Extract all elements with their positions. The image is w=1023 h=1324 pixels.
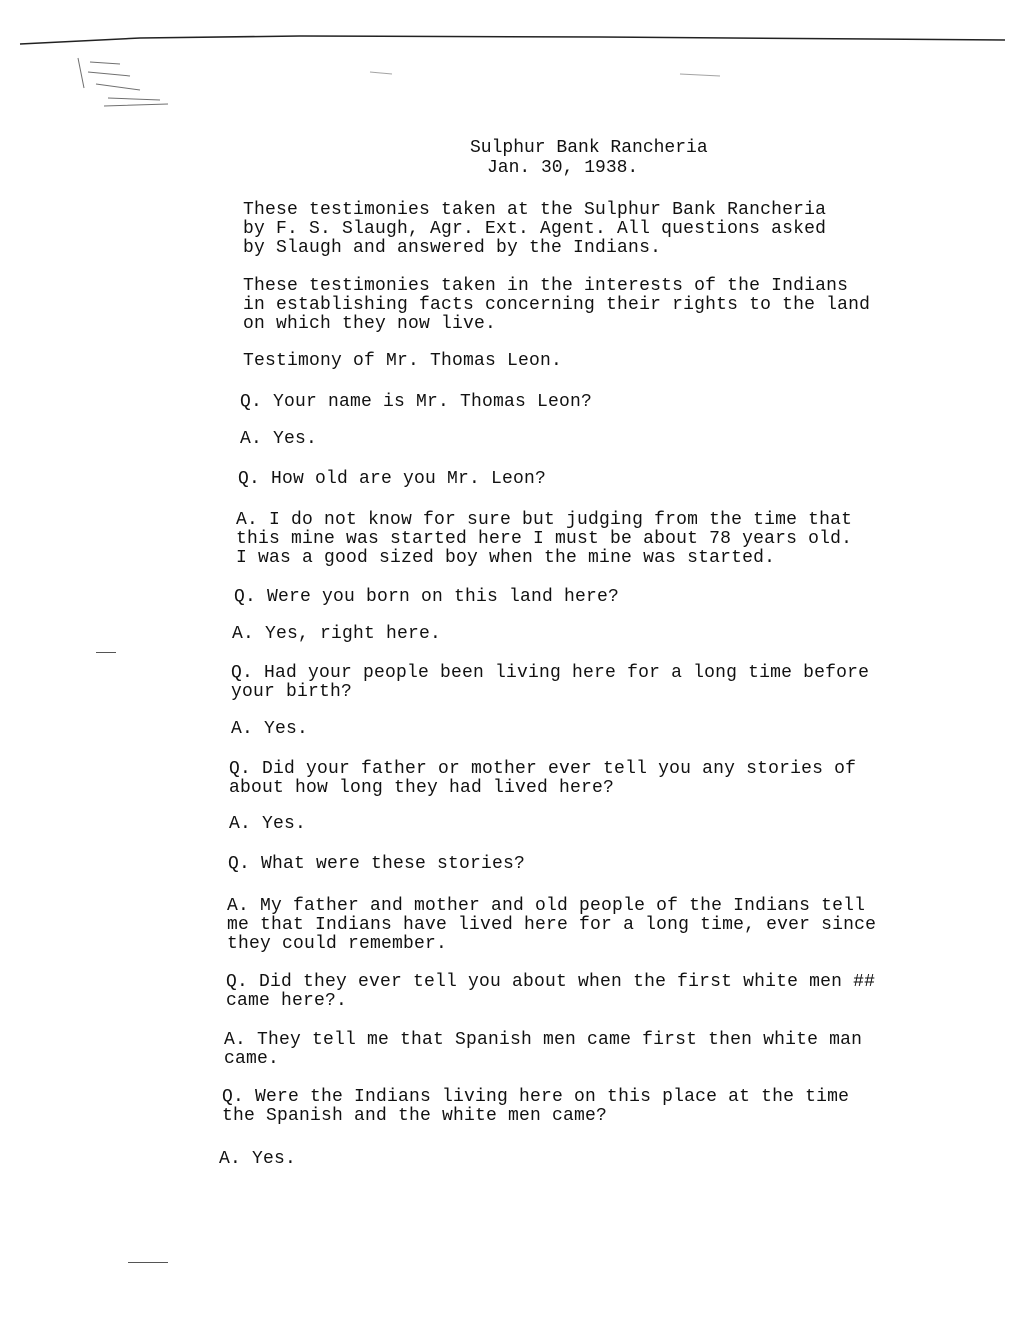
intro-paragraph-2: These testimonies taken in the interests of the Indians in establishing facts concerning their rights to the land on which they now live. [243, 276, 871, 334]
header-date: Jan. 30, 1938. [487, 158, 639, 178]
question-8: Q. Were the Indians living here on this place at the time the Spanish and the white men came? [222, 1087, 850, 1126]
scan-speck [370, 72, 720, 76]
testimony-heading: Testimony of Mr. Thomas Leon. [243, 351, 563, 371]
top-edge-line [20, 36, 1005, 44]
margin-mark [96, 652, 116, 653]
answer-7: A. They tell me that Spanish men came first then white man came. [224, 1030, 863, 1069]
header-place: Sulphur Bank Rancheria [470, 138, 708, 158]
answer-8: A. Yes. [219, 1149, 297, 1169]
question-1: Q. Your name is Mr. Thomas Leon? [240, 392, 593, 412]
intro-paragraph-1: These testimonies taken at the Sulphur Bank Rancheria by F. S. Slaugh, Agr. Ext. Agent. All questions asked by Slaugh and answered by the Indians. [243, 200, 827, 258]
answer-6: A. My father and mother and old people of the Indians tell me that Indians have lived here for a long time, ever since they could remember. [227, 896, 877, 954]
stamp-mark [78, 58, 168, 106]
question-5: Q. Did your father or mother ever tell you any stories of about how long they had lived here? [229, 759, 857, 798]
answer-1: A. Yes. [240, 429, 318, 449]
answer-5: A. Yes. [229, 814, 307, 834]
question-7: Q. Did they ever tell you about when the first white men ## came here?. [226, 972, 876, 1011]
document-header [470, 138, 770, 178]
question-3: Q. Were you born on this land here? [234, 587, 620, 607]
question-4: Q. Had your people been living here for a long time before your birth? [231, 663, 870, 702]
question-2: Q. How old are you Mr. Leon? [238, 469, 547, 489]
answer-3: A. Yes, right here. [232, 624, 442, 644]
margin-mark [128, 1262, 168, 1263]
answer-2: A. I do not know for sure but judging from the time that this mine was started here I must be about 78 years old. I was a good sized boy when the mine was started. [236, 510, 853, 568]
answer-4: A. Yes. [231, 719, 309, 739]
scan-artifacts [0, 0, 1023, 140]
question-6: Q. What were these stories? [228, 854, 526, 874]
